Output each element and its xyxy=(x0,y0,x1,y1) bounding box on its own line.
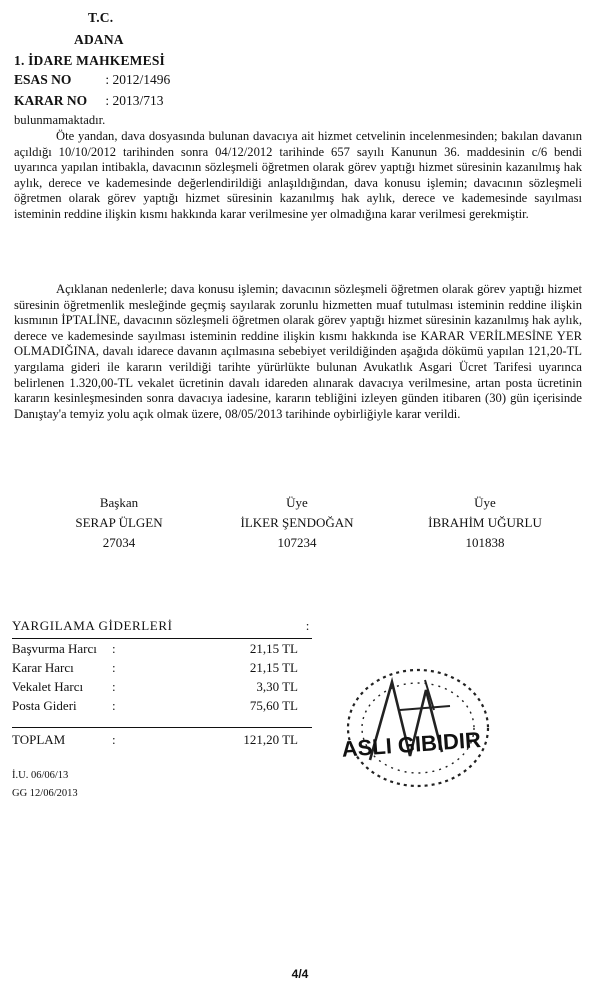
page-number: 4/4 xyxy=(291,967,309,981)
cost-colon: : xyxy=(112,698,116,713)
karar-label: KARAR NO xyxy=(14,93,88,108)
certified-copy-stamp xyxy=(330,660,500,800)
cost-amount: 3,30 TL xyxy=(256,679,298,694)
signature-role: Üye xyxy=(286,495,308,510)
karar-row xyxy=(14,93,164,109)
cost-name: Karar Harcı xyxy=(12,660,74,675)
signature-block-member-2 xyxy=(400,493,570,553)
note-line-1: İ.U. 06/06/13 xyxy=(12,770,69,781)
cost-amount: 75,60 TL xyxy=(249,698,298,713)
cost-row xyxy=(12,677,312,696)
costs-title-colon: : xyxy=(305,618,310,633)
cost-row xyxy=(12,658,312,677)
cost-row xyxy=(12,696,312,715)
cost-total-colon: : xyxy=(112,732,116,747)
karar-value: : 2013/713 xyxy=(105,93,164,108)
signature-number: 27034 xyxy=(102,535,136,550)
cost-name: Başvurma Harcı xyxy=(12,641,97,656)
costs-divider xyxy=(12,727,312,728)
header-court: 1. İDARE MAHKEMESİ xyxy=(14,53,165,68)
cost-row xyxy=(12,639,312,658)
costs-table xyxy=(12,618,312,749)
signature-number: 101838 xyxy=(465,535,505,550)
header-tc: T.C. xyxy=(88,10,114,25)
signature-name: SERAP ÜLGEN xyxy=(75,515,163,530)
signature-name: İLKER ŞENDOĞAN xyxy=(240,515,354,530)
cost-total-row xyxy=(12,730,312,749)
body-paragraph-1: Öte yandan, dava dosyasında bulunan davacıya ait hizmet cetvelinin incelenmesinden; bakılan davanın açıldığı 10/10/2012 tarihinden sonra 04/12/2012 tarihinde 657 sayılı Kanunun 36. maddesinin c/6 bendi uyarınca yapılan intibakla, davacının sözleşmeli öğretmen olarak görev yaptığı hizmet süresinin kazanılmış hak aylık, derece ve kademesinde değerlendirildiği anlaşıldığından, dava konusu işlemin; davacının sözleşmeli öğretmen olarak görev yaptığı hizmet süresinin kazanılmış hak aylık, derece ve kademesinde sayılması isteminin reddine ilişkin kısmı hakkında karar verilmesine yer olmadığına karar verilmesi gerekmiştir. xyxy=(14,129,582,221)
note-line-2: GG 12/06/2013 xyxy=(12,788,78,799)
cost-amount: 21,15 TL xyxy=(249,660,298,675)
signature-block-member-1 xyxy=(212,493,382,553)
stamp-graphic xyxy=(330,660,500,800)
cost-amount: 21,15 TL xyxy=(249,641,298,656)
cost-total-label: TOPLAM xyxy=(12,732,66,747)
esas-value: : 2012/1496 xyxy=(105,72,171,87)
signature-number: 107234 xyxy=(277,535,317,550)
cost-name: Vekalet Harcı xyxy=(12,679,84,694)
cost-name: Posta Gideri xyxy=(12,698,77,713)
handling-notes xyxy=(12,767,78,803)
header-city: ADANA xyxy=(74,32,124,47)
signature-role: Başkan xyxy=(99,495,139,510)
signature-block-president xyxy=(34,493,204,553)
costs-title-text: YARGILAMA GİDERLERİ xyxy=(12,618,173,633)
body-paragraph-2: Açıklanan nedenlerle; dava konusu işlemin; davacının sözleşmeli öğretmen olarak görev yaptığı hizmet süresinin öğretmenlik mesleğinde geçmiş sayılarak zorunlu hizmetten muaf tutulması isteminin reddine ilişkin kısmının İPTALİNE, davacının sözleşmeli öğretmen olarak görev yaptığı hizmet süresinin kazanılmış hak aylık, derece ve kademesinde sayılması isteminin reddine ilişkin kısmı hakkında ise KARAR VERİLMESİNE YER OLMADIĞINA, davalı idarece davanın açılmasına sebebiyet verildiğinden aşağıda dökümü yapılan 121,20-TL yargılama gideri ile kararın verildiği tarihte yürürlükte bulunan Avukatlık Asgari Ücret Tarifesi uyarınca belirlenen 1.320,00-TL vekalet ücretinin davalı idareden alınarak davacıya verilmesine, artan posta ücretinin kararın kesinleşmesinden sonra davacıya iadesine, kararın tebliğini izleyen günden itibaren (30) gün içerisinde Danıştay'a temyiz yolu açık olmak üzere, 08/05/2013 tarihinde oybirliğiyle karar verildi. xyxy=(14,282,582,421)
esas-row xyxy=(14,72,170,88)
costs-title xyxy=(12,618,312,639)
esas-label: ESAS NO xyxy=(14,72,72,87)
body-paragraph-0: bulunmamaktadır. xyxy=(14,113,106,127)
cost-total-amount: 121,20 TL xyxy=(243,732,298,747)
cost-colon: : xyxy=(112,660,116,675)
stamp-text: ASLI GIBIDIR xyxy=(340,727,482,762)
signature-name: İBRAHİM UĞURLU xyxy=(428,515,542,530)
cost-colon: : xyxy=(112,641,116,656)
signature-role: Üye xyxy=(474,495,496,510)
cost-colon: : xyxy=(112,679,116,694)
